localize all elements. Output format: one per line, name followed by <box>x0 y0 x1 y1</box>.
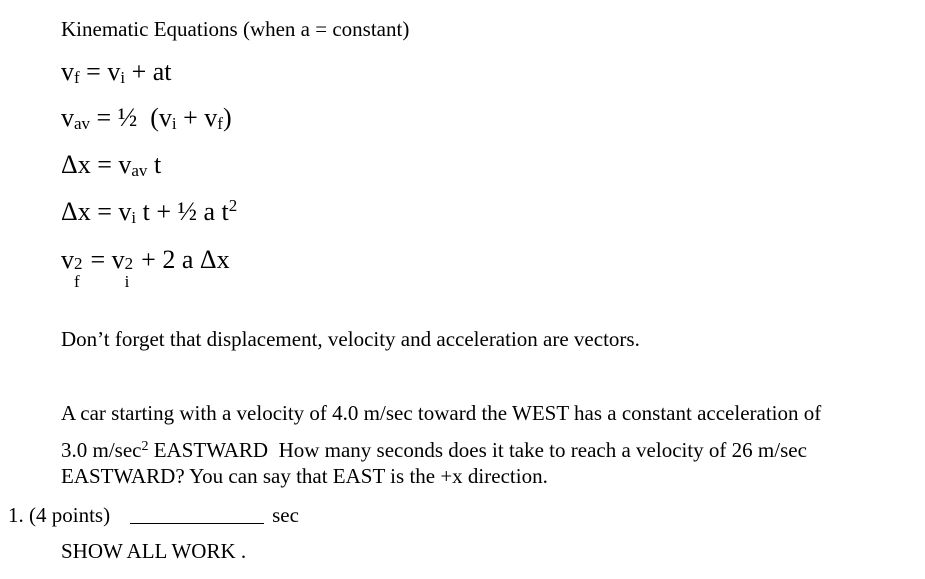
question-points: (4 points) <box>29 503 111 527</box>
problem-text-line-1: A car starting with a velocity of 4.0 m/sec toward the WEST has a constant acceleration of <box>61 401 822 425</box>
answer-unit: sec <box>272 503 299 527</box>
show-work-instruction: SHOW ALL WORK . <box>61 539 247 563</box>
equation-displacement-average: $\Delta x = v_{av}$ t <box>61 150 162 180</box>
equation-average-velocity: $v_{av}$ = ½ $(v_i + v_f)$ <box>61 103 232 133</box>
vector-reminder: Don’t forget that displacement, velocity and acceleration are vectors. <box>61 327 640 351</box>
answer-blank[interactable] <box>130 501 264 524</box>
page-title: Kinematic Equations (when a = constant) <box>61 17 410 41</box>
answer-row <box>8 503 299 528</box>
equation-final-velocity: $v_f = v_i$ + at <box>61 57 172 87</box>
problem-text-line-2: 3.0 $m/\sec^2$ EASTWARD How many seconds does it take to reach a velocity of 26 m/sec <box>61 438 807 462</box>
problem-text-line-3: EASTWARD? You can say that EAST is the +x direction. <box>61 464 548 488</box>
equation-velocity-squared: v 2 f = v 2 i + 2 a Δx <box>61 245 230 291</box>
equation-displacement-accel: $\Delta x = v_i$ t + ½ a $t^2$ <box>61 196 238 227</box>
question-number: 1. <box>8 503 24 527</box>
